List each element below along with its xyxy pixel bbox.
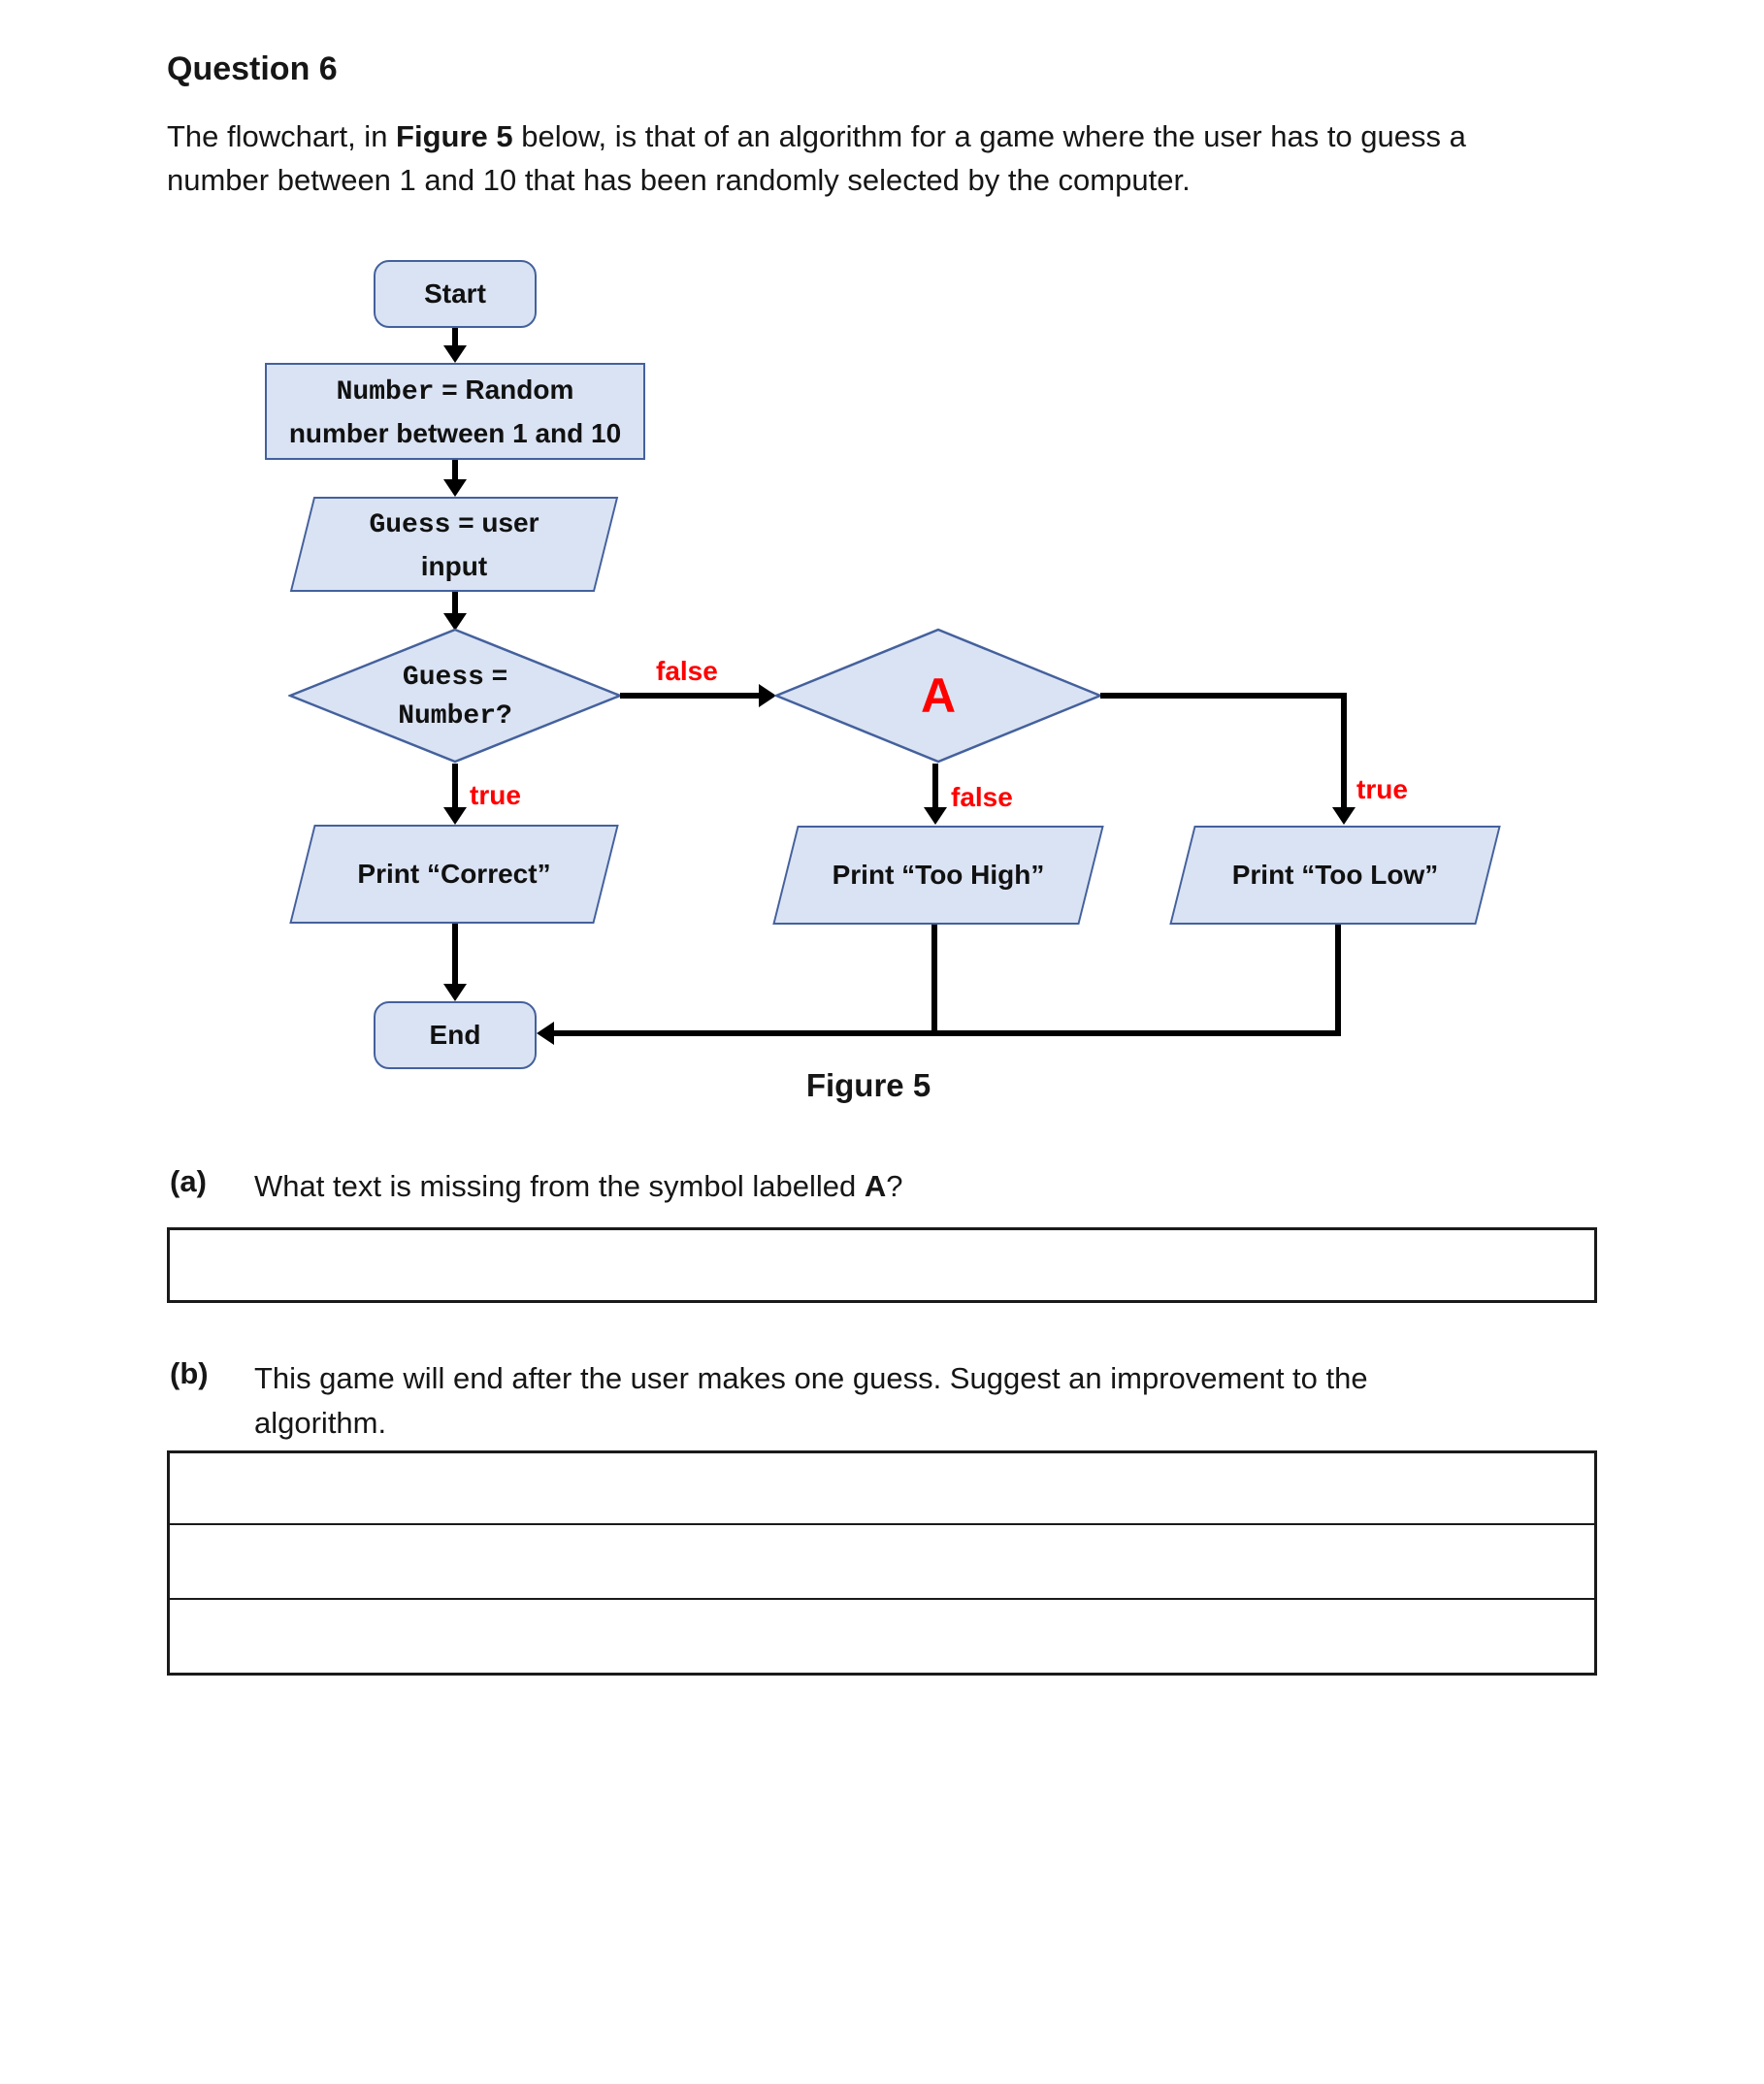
- arrowhead-join-to-end: [537, 1022, 554, 1045]
- arrowhead-decision-to-correct: [443, 807, 467, 825]
- decision-var-number: Number?: [398, 700, 512, 732]
- end-label: End: [429, 1020, 481, 1050]
- connector-decision-to-correct: [452, 764, 458, 807]
- question-a-post: ?: [886, 1169, 903, 1203]
- start-label: Start: [424, 278, 486, 309]
- answer-box-a[interactable]: [167, 1227, 1597, 1303]
- connector-start-to-assign: [452, 328, 458, 347]
- connector-assign-to-input: [452, 460, 458, 479]
- input-rest: = user: [450, 506, 539, 537]
- intro-line1-post: below, is that of an algorithm for a game where the user has to guess a: [512, 119, 1466, 153]
- arrowhead-assign-to-input: [443, 479, 467, 497]
- branch-label-false-down: false: [951, 782, 1013, 812]
- print-too-low-parallelogram: [1168, 826, 1502, 925]
- arrowhead-a-to-too-high: [924, 807, 947, 825]
- print-too-high-label: Print “Too High”: [832, 860, 1045, 890]
- print-too-low-label: Print “Too Low”: [1231, 860, 1439, 890]
- input-var-name: Guess: [369, 509, 451, 540]
- end-terminator: [374, 1001, 537, 1069]
- decision-guess-line1: [403, 656, 507, 698]
- print-correct-label: Print “Correct”: [357, 859, 551, 889]
- connector-join-to-end: [554, 1030, 1341, 1036]
- assign-var-name: Number: [336, 376, 435, 407]
- decision-var-guess: Guess: [402, 662, 484, 693]
- question-intro: [167, 114, 1466, 202]
- arrowhead-start-to-assign: [443, 345, 467, 363]
- branch-label-true-down: true: [470, 780, 521, 810]
- intro-line-1: [167, 114, 1466, 158]
- start-terminator: [374, 260, 537, 328]
- connector-a-right-vertical: [1341, 693, 1347, 807]
- connector-a-to-too-high: [932, 764, 938, 807]
- question-a-text: [254, 1164, 902, 1209]
- answer-line[interactable]: [170, 1525, 1594, 1600]
- question-title: Question 6: [167, 50, 338, 87]
- intro-line-2: number between 1 and 10 that has been randomly selected by the computer.: [167, 163, 1191, 197]
- intro-figure-ref: Figure 5: [396, 119, 513, 153]
- question-b-label: (b): [170, 1356, 209, 1390]
- connector-correct-to-end: [452, 924, 458, 984]
- arrowhead-correct-to-end: [443, 984, 467, 1001]
- question-b-line-1: This game will end after the user makes one guess. Suggest an improvement to the: [254, 1361, 1368, 1395]
- connector-a-right-horizontal: [1100, 693, 1347, 699]
- decision-a: [774, 628, 1102, 764]
- connector-too-high-down: [931, 925, 937, 1036]
- assign-line-1: [337, 370, 574, 413]
- assign-rest: = Random: [434, 374, 574, 405]
- branch-label-false-right: false: [656, 656, 718, 686]
- assign-number-process: [265, 363, 645, 460]
- question-a-label: (a): [170, 1164, 207, 1198]
- question-a-symbol-ref: A: [864, 1169, 887, 1203]
- assign-line-2: number between 1 and 10: [288, 417, 622, 448]
- question-b-text: [254, 1356, 1368, 1446]
- question-b-line-2: algorithm.: [254, 1406, 387, 1440]
- figure-caption: Figure 5: [805, 1067, 931, 1103]
- arrowhead-a-to-too-low: [1332, 807, 1356, 825]
- input-line-2: input: [420, 550, 488, 581]
- answer-line[interactable]: [170, 1453, 1594, 1525]
- print-too-high-parallelogram: [771, 826, 1105, 925]
- answer-box-b[interactable]: [167, 1450, 1597, 1676]
- decision-a-text: [774, 628, 1102, 764]
- intro-line1-pre: The flowchart, in: [167, 119, 397, 153]
- connector-too-low-down: [1335, 925, 1341, 1036]
- user-input-parallelogram: [288, 497, 620, 592]
- input-line-1: [369, 503, 539, 546]
- answer-line[interactable]: [170, 1600, 1594, 1673]
- connector-decision-to-a: [620, 693, 761, 699]
- decision-guess-text: [288, 628, 622, 764]
- guess-equals-number-decision: [288, 628, 622, 764]
- question-a-pre: What text is missing from the symbol labelled: [254, 1169, 865, 1203]
- decision-a-letter: A: [920, 668, 957, 723]
- branch-label-true-right: true: [1356, 774, 1408, 804]
- decision-equals: =: [483, 659, 508, 690]
- print-correct-parallelogram: [288, 825, 620, 924]
- connector-input-to-decision: [452, 592, 458, 613]
